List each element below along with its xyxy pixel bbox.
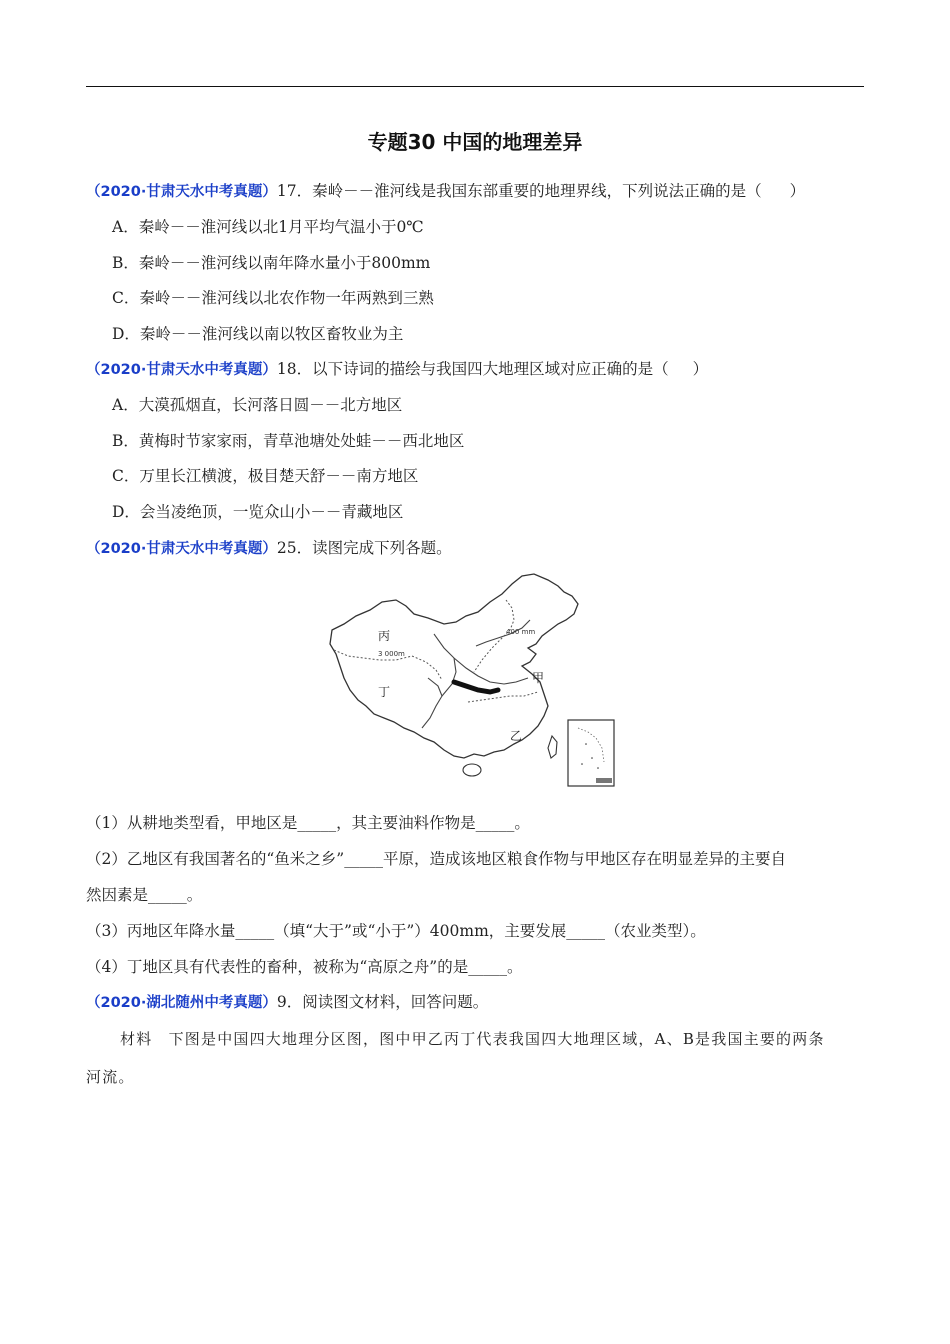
question-25 (86, 537, 452, 560)
taiwan-island (548, 736, 557, 758)
subquestion-2-cont: 然因素是_____。 (86, 886, 203, 904)
question-stem: 9．阅读图文材料，回答问题。 (276, 993, 489, 1011)
qinling-huaihe-line (468, 692, 538, 702)
option-c: C．万里长江横渡，极目楚天舒－－南方地区 (112, 467, 419, 485)
question-source: （2020·甘肃天水中考真题） (86, 541, 277, 557)
subquestion-1: （1）从耕地类型看，甲地区是_____，其主要油料作物是_____。 (86, 814, 530, 832)
page-title: 专题30 中国的地理差异 (367, 130, 583, 154)
option-d: D．秦岭－－淮河线以南以牧区畜牧业为主 (112, 325, 404, 343)
question-paren-close: ） (789, 182, 806, 200)
china-regions-map (326, 572, 618, 790)
option-a: A．大漠孤烟直，长河落日圆－－北方地区 (112, 396, 403, 414)
region-boundary (422, 678, 442, 728)
label-jia: 甲 (532, 671, 545, 685)
question-source: （2020·甘肃天水中考真题） (86, 184, 277, 200)
question-9 (86, 991, 488, 1014)
question-18 (86, 358, 708, 381)
subquestion-2: （2）乙地区有我国著名的“鱼米之乡”_____平原，造成该地区粮食作物与甲地区存在明显差异的主要自 (86, 850, 786, 868)
question-17 (86, 180, 805, 203)
option-b: B．黄梅时节家家雨，青草池塘处处蛙－－西北地区 (112, 432, 465, 450)
question-source: （2020·湖北随州中考真题） (86, 995, 277, 1011)
subquestion-4: （4）丁地区具有代表性的畜种，被称为“高原之舟”的是_____。 (86, 958, 523, 976)
material-text-cont: 河流。 (86, 1068, 135, 1086)
subquestion-3: （3）丙地区年降水量_____（填“大于”或“小于”）400mm，主要发展_____（农业类型）。 (86, 922, 706, 940)
option-d: D．会当凌绝顶，一览众山小－－青藏地区 (112, 503, 404, 521)
question-stem: 25．读图完成下列各题。 (276, 539, 452, 557)
option-a: A．秦岭－－淮河线以北1月平均气温小于0℃ (112, 218, 424, 236)
question-stem: 17．秦岭－－淮河线是我国东部重要的地理界线，下列说法正确的是（ (276, 182, 762, 200)
option-c: C．秦岭－－淮河线以北农作物一年两熟到三熟 (112, 289, 434, 307)
south-china-sea-inset (568, 720, 614, 786)
region-boundary (434, 634, 528, 684)
region-boundary (442, 658, 456, 696)
material-text: 材料 下图是中国四大地理分区图，图中甲乙丙丁代表我国四大地理区域，A、B是我国主要的两条 (120, 1030, 825, 1048)
label-bing: 丙 (378, 629, 391, 643)
label-isohyet: 400 mm (506, 628, 536, 636)
question-source: （2020·甘肃天水中考真题） (86, 362, 277, 378)
header-rule (86, 86, 864, 87)
china-outline (330, 574, 578, 758)
option-b: B．秦岭－－淮河线以南年降水量小于800mm (112, 254, 431, 272)
question-paren-close: ） (692, 360, 709, 378)
label-contour: 3 000m (378, 650, 405, 658)
label-ding: 丁 (378, 685, 391, 699)
question-stem: 18．以下诗词的描绘与我国四大地理区域对应正确的是（ (276, 360, 669, 378)
map-figure (326, 572, 618, 790)
label-yi: 乙 (510, 729, 523, 743)
hainan-island (463, 764, 481, 776)
qinling-thick-line (454, 682, 498, 692)
